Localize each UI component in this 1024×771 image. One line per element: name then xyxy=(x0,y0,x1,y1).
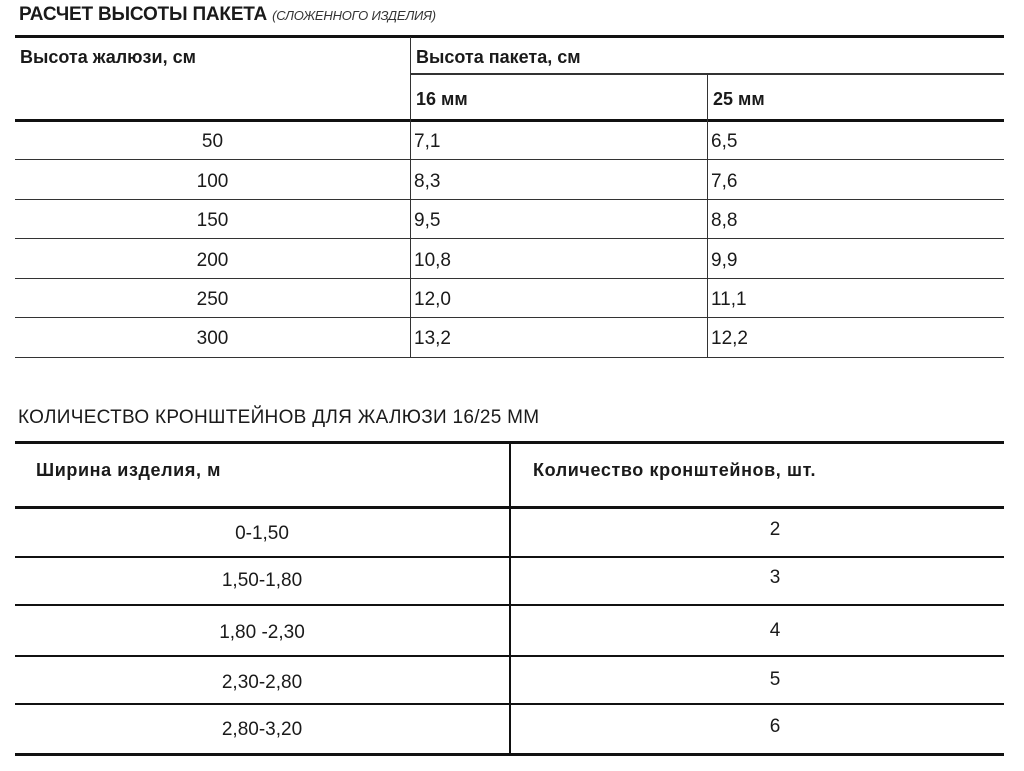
table1-cell-16mm: 8,3 xyxy=(414,171,441,192)
table1-row-divider xyxy=(15,159,1004,160)
table2-cell-count: 5 xyxy=(769,669,781,690)
table2-cell-width: 2,80-3,20 xyxy=(221,719,303,740)
table1-title-main: РАСЧЕТ ВЫСОТЫ ПАКЕТА xyxy=(19,4,268,25)
table2-cell-count: 2 xyxy=(769,519,781,540)
table2-cell-width: 1,80 -2,30 xyxy=(219,622,305,643)
table1-cell-16mm: 7,1 xyxy=(414,131,441,152)
table1-row-divider xyxy=(15,238,1004,239)
table1-cell-25mm: 6,5 xyxy=(711,131,738,152)
table1-row-divider xyxy=(15,278,1004,279)
table1-cell-25mm: 11,1 xyxy=(711,289,747,310)
table1-cell-height: 50 xyxy=(201,131,224,152)
table2-cell-width: 2,30-2,80 xyxy=(221,672,303,693)
table1-cell-height: 300 xyxy=(196,328,229,349)
table1-row-divider xyxy=(15,317,1004,318)
table2-cell-width: 0-1,50 xyxy=(235,523,289,544)
table1-cell-height: 200 xyxy=(196,250,229,271)
table2-cell-count: 4 xyxy=(769,620,781,641)
table1-row-divider xyxy=(15,199,1004,200)
table1-cell-16mm: 9,5 xyxy=(414,210,441,231)
table1-col-divider xyxy=(707,74,708,357)
table1-subtitle: (СЛОЖЕННОГО ИЗДЕЛИЯ) xyxy=(272,8,436,23)
table2-header-width: Ширина изделия, м xyxy=(36,460,222,480)
table1-cell-height: 150 xyxy=(196,210,229,231)
table1-header-height: Высота жалюзи, см xyxy=(20,47,196,67)
table2-header-count: Количество кронштейнов, шт. xyxy=(533,460,817,480)
table1-col-divider xyxy=(410,37,411,357)
table2-cell-count: 6 xyxy=(769,716,781,737)
table1-header-25mm: 25 мм xyxy=(713,89,765,109)
table1-header-bottom-rule xyxy=(15,119,1004,122)
table1-cell-16mm: 12,0 xyxy=(414,289,451,310)
table1-header-16mm: 16 мм xyxy=(416,89,468,109)
table2-cell-count: 3 xyxy=(769,567,781,588)
table1-cell-25mm: 8,8 xyxy=(711,210,738,231)
table1-cell-25mm: 7,6 xyxy=(711,171,738,192)
table1-cell-height: 100 xyxy=(196,171,229,192)
table1-header-package: Высота пакета, см xyxy=(416,47,581,67)
table1-cell-height: 250 xyxy=(196,289,229,310)
table1-cell-25mm: 9,9 xyxy=(711,250,738,271)
table1-cell-16mm: 10,8 xyxy=(414,250,451,271)
table1-cell-25mm: 12,2 xyxy=(711,328,748,349)
table1-bottom-rule xyxy=(15,357,1004,358)
table2-col-divider xyxy=(509,443,511,754)
table1-title xyxy=(19,4,436,26)
table2-cell-width: 1,50-1,80 xyxy=(221,570,303,591)
table1-cell-16mm: 13,2 xyxy=(414,328,451,349)
table2-title: КОЛИЧЕСТВО КРОНШТЕЙНОВ ДЛЯ ЖАЛЮЗИ 16/25 ММ xyxy=(18,407,540,428)
table1-top-rule xyxy=(15,35,1004,38)
